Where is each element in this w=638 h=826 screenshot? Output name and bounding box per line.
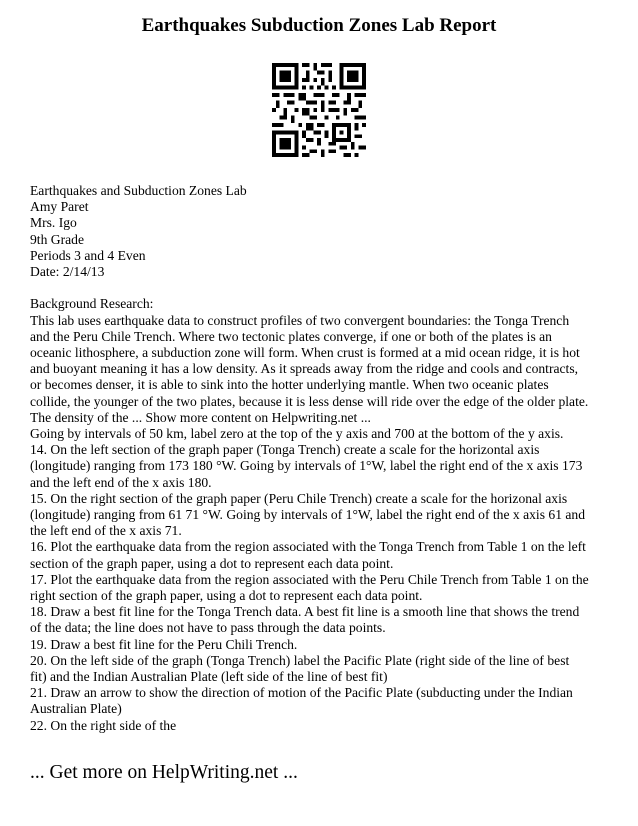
body-line: Going by intervals of 50 km, label zero at the top of the y axis and 700 at the bottom of the y axis.	[30, 426, 564, 442]
body-line: right section of the graph paper, using a dot to represent each data point.	[30, 588, 423, 604]
body-line: 14. On the left section of the graph paper (Tonga Trench) create a scale for the horizontal axis	[30, 442, 540, 458]
body-line: oceanic lithosphere, a subduction zone will form. When crust is formed at a mid ocean ridge, it is hot	[30, 345, 580, 361]
document-body	[30, 183, 620, 734]
body-line: (longitude) ranging from 173 180 °W. Going by intervals of 1°W, label the right end of the x axis 173	[30, 458, 583, 474]
lab-title-line: Earthquakes and Subduction Zones Lab	[30, 183, 247, 198]
body-line: and buoyant meaning it has a low density. As it spreads away from the ridge and cools and contracts,	[30, 361, 579, 377]
body-line: (longitude) ranging from 61 71 °W. Going by intervals of 1°W, label the right end of the x axis 61 and	[30, 507, 586, 523]
body-text-block	[30, 296, 620, 733]
body-line: 20. On the left side of the graph (Tonga Trench) label the Pacific Plate (right side of the line of best	[30, 652, 570, 668]
body-line: Australian Plate)	[30, 701, 122, 717]
body-line: or becomes denser, it is able to sink into the hotter underlying mantle. When two oceanic plates	[30, 377, 549, 393]
body-line: collide, the younger of the two plates, because it is less dense will ride over the edge of the older plate.	[30, 393, 589, 409]
body-line: and the Peru Chile Trench. Where two tectonic plates converge, if one or both of the plates is an	[30, 328, 552, 344]
document-title: Earthquakes Subduction Zones Lab Report	[141, 15, 497, 36]
body-line: of the data; the line does not have to pass through the data points.	[30, 620, 386, 636]
qr-code-icon	[272, 63, 366, 157]
body-line: 18. Draw a best fit line for the Tonga Trench data. A best fit line is a smooth line that shows the trend	[30, 604, 580, 620]
body-line: 15. On the right section of the graph paper (Peru Chile Trench) create a scale for the horizonal axis	[30, 490, 568, 506]
body-line: 19. Draw a best fit line for the Peru Chili Trench.	[30, 636, 298, 652]
body-line: 16. Plot the earthquake data from the region associated with the Tonga Trench from Table 1 on the left	[30, 539, 586, 555]
header-info-block	[30, 183, 620, 280]
paragraph-gap	[30, 280, 620, 296]
body-line: and the left end of the x axis 180.	[30, 474, 212, 490]
periods-line: Periods 3 and 4 Even	[30, 247, 146, 263]
body-line: The density of the ... Show more content on Helpwriting.net ...	[30, 409, 371, 425]
section-heading: Background Research:	[30, 296, 154, 312]
get-more-link[interactable]: ... Get more on HelpWriting.net ...	[30, 762, 298, 783]
body-line: 22. On the right side of the	[30, 717, 177, 733]
body-line: 17. Plot the earthquake data from the region associated with the Peru Chile Trench from Table 1 on the	[30, 571, 589, 587]
teacher-line: Mrs. Igo	[30, 215, 77, 231]
author-line: Amy Paret	[30, 199, 89, 215]
grade-line: 9th Grade	[30, 231, 84, 247]
body-line: fit) and the Indian Australian Plate (left side of the line of best fit)	[30, 669, 388, 685]
body-line: the left end of the x axis 71.	[30, 523, 182, 539]
body-line: 21. Draw an arrow to show the direction of motion of the Pacific Plate (subducting under the Indian	[30, 685, 573, 701]
date-line: Date: 2/14/13	[30, 264, 105, 280]
body-line: section of the graph paper, using a dot to represent each data point.	[30, 555, 394, 571]
body-line: This lab uses earthquake data to construct profiles of two convergent boundaries: the Tonga Trench	[30, 312, 570, 328]
